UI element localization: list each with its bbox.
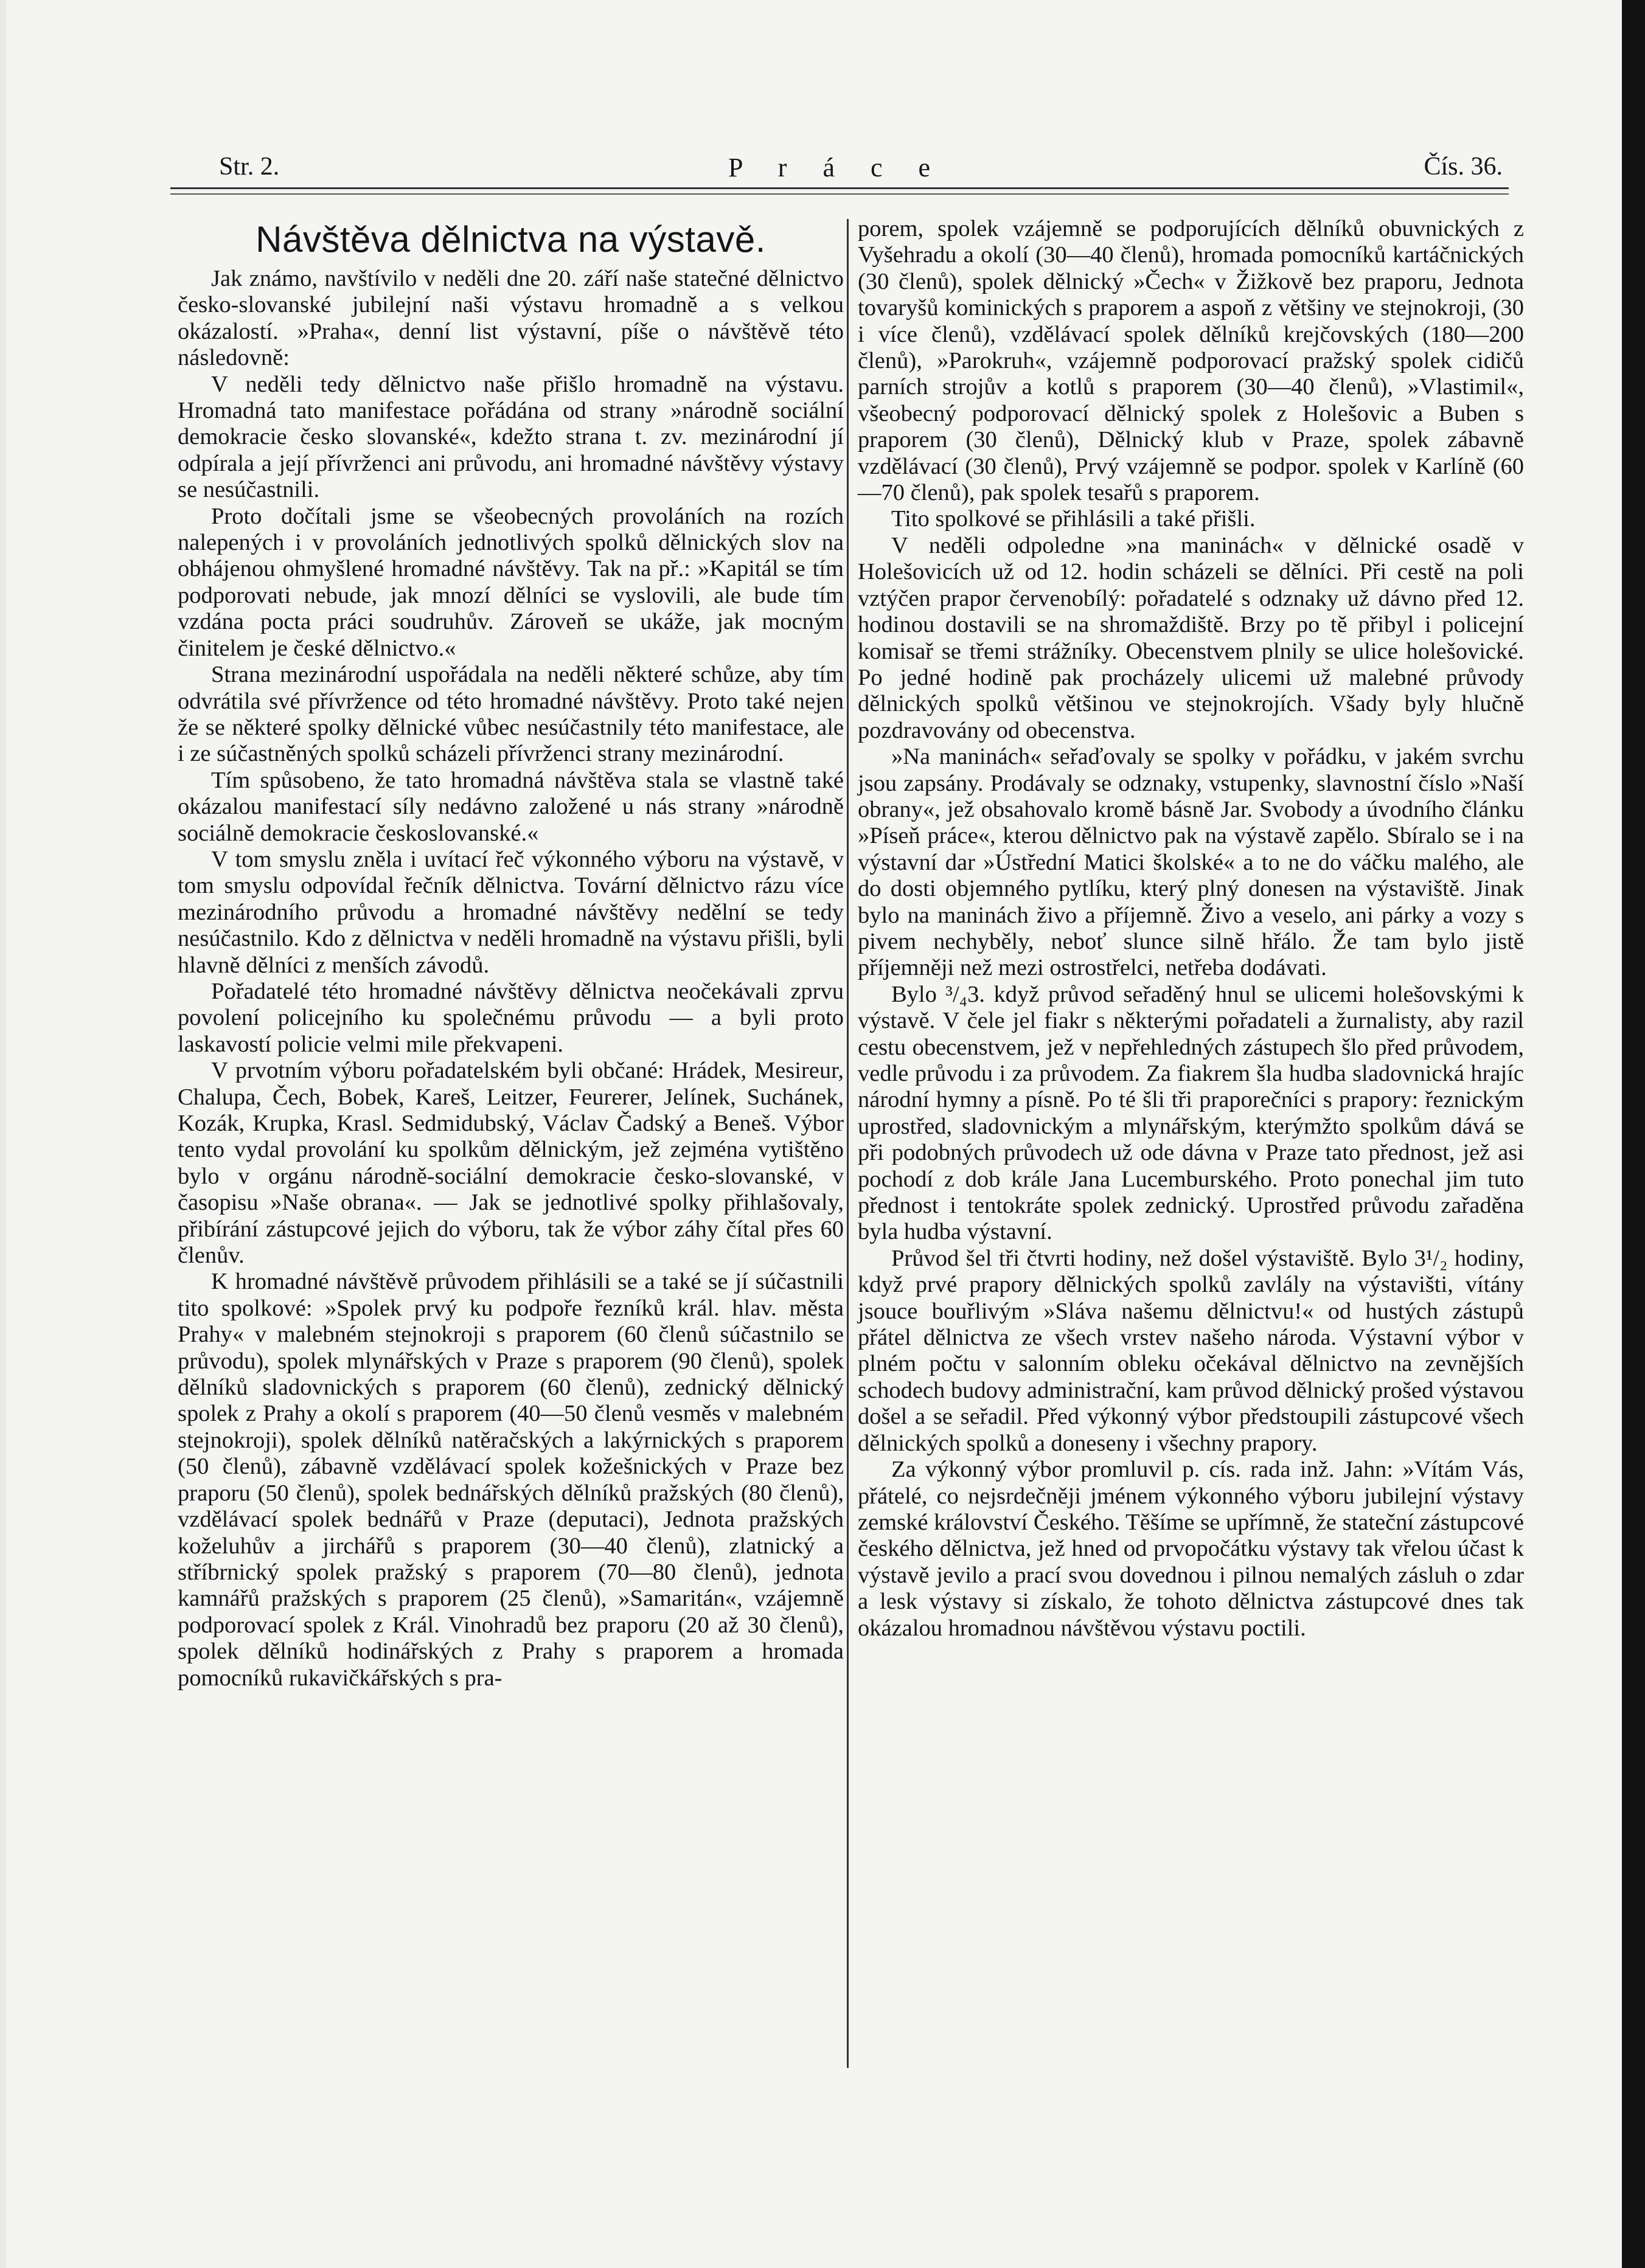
- paragraph: Pořadatelé této hromadné návštěvy dělnictva neočekávali zprvu povolení policejního ku společnému průvodu — a byli proto laskavostí policie velmi mile překvapeni.: [178, 978, 844, 1057]
- header-rule: [170, 187, 1509, 189]
- article-title: Návštěva dělnictva na výstavě.: [256, 219, 766, 260]
- newspaper-page: [6, 0, 1622, 2268]
- paragraph: Tito spolkové se přihlásili a také přišli.: [891, 506, 1256, 532]
- paragraph: Proto dočítali jsme se všeobecných provoláních na rozích nalepených i v provoláních jednotlivých spolků dělnických slov na obhájenou ohmyšlené hromadné návštěvy. Tak na př.: »Kapitál se tím podporovati nebude, jak mnozí dělníci se vyslovili, ale bude tím vzdána pocta práci soudruhův. Zároveň se ukáže, jak mocným činitelem je české dělnictvo.«: [178, 503, 844, 661]
- scan-edge: [1622, 0, 1645, 2268]
- paragraph: V prvotním výboru pořadatelském byli občané: Hrádek, Mesireur, Chalupa, Čech, Bobek, Kareš, Leitzer, Feurerer, Jelínek, Suchánek, Kozák, Krupka, Krasl. Sedmidubský, Václav Čadský a Beneš. Výbor tento vydal provolání ku spolkům dělnickým, jež zejména vytištěno bylo v orgánu národně-sociální demokracie česko-slovanské, v časopisu »Naše obrana«. — Jak se jednotlivé spolky přihlašovaly, přibírání zástupcové jejich do výboru, tak že výbor záhy čítal přes 60 členův.: [178, 1058, 844, 1269]
- paragraph: Průvod šel tři čtvrti hodiny, než došel výstaviště. Bylo 3¹/₂ hodiny, když prvé prapory dělnických spolků zavlály na výstavišti, vítány jsouce bouřlivým »Sláva našemu dělnictvu!« od hustých zástupů přátel dělnictva ze všech vrstev našeho národa. Výstavní výbor v plném počtu v salonním obleku očekával dělnictvo na zevnějších schodech budovy administrační, kam průvod dělnický prošed výstavou došel a se seřadil. Před výkonný výbor předstoupili zástupcové všech dělnických spolků a doneseny i všechny prapory.: [858, 1245, 1524, 1456]
- newspaper-title: P r á c e: [728, 153, 945, 182]
- left-column: [178, 216, 844, 1691]
- paragraph: Tím spůsobeno, že tato hromadná návštěva stala se vlastně také okázalou manifestací síly nedávno založené u nás strany »národně sociálně demokracie českoslovanské.«: [178, 767, 844, 846]
- paragraph: V neděli odpoledne »na maninách« v dělnické osadě v Holešovicích už od 12. hodin scházeli se dělníci. Při cestě na poli vztýčen prapor červenobílý: pořadatelé s odznaky už dávno před 12. hodinou dostavili se na shromaždiště. Brzy po tě přibyl i policejní komisař se třemi strážníky. Obecenstvem plnily se ulice holešovické. Po jedné hodině pak procházely ulicemi už malebné průvody dělnických spolků většinou ve stejnokrojích. Všady byly hlučně pozdravovány od obecenstva.: [858, 532, 1524, 743]
- page-number: Str. 2.: [219, 153, 280, 181]
- paragraph: Za výkonný výbor promluvil p. cís. rada inž. Jahn: »Vítám Vás, přátelé, co nejsrdečněji jménem výkonného výboru jubilejní výstavy zemské království Českého. Těšíme se upřímně, že stateční zástupcové českého dělnictva, jež hned od prvopočátku výstavy tak vřelou účast k výstavě jevilo a prací svou dovednou i pilnou nemalých zásluh o zdar a lesk výstavy si získalo, že tohoto dělnictva zástupcové dnes tak okázalou hromadnou návštěvou výstavu poctili.: [858, 1457, 1524, 1641]
- header-rule-thin: [170, 193, 1509, 195]
- paragraph: K hromadné návštěvě průvodem přihlásili se a také se jí súčastnili tito spolkové: »Spolek prvý ku podpoře řezníků král. hlav. města Prahy« v malebném stejnokroji s praporem (60 členů súčastnilo se průvodu), spolek mlynářských v Praze s praporem (90 členů), spolek dělníků sladovnických s praporem (60 členů), zednický dělnický spolek z Prahy a okolí s praporem (40—50 členů vesměs v malebném stejnokroji), spolek dělníků natěračských a lakýrnických s praporem (50 členů), zábavně vzdělávací spolek kožešnických v Praze bez praporu (50 členů), spolek bednářských dělníků pražských (80 členů), vzdělávací spolek bednářů v Praze (deputaci), Jednota pražských koželuhův a jirchářů s praporem (30—40 členů), zlatnický a stříbrnický spolek pražský s praporem (70—80 členů), jednota kamnářů pražských s praporem (25 členů), »Samaritán«, vzájemně podporovací spolek z Král. Vinohradů bez praporu (20 až 30 členů), spolek dělníků hodinářských z Prahy s praporem a hromada pomocníků rukavičkářských s pra-: [178, 1269, 844, 1691]
- paragraph: »Na maninách« seřaďovaly se spolky v pořádku, v jakém svrchu jsou zapsány. Prodávaly se odznaky, vstupenky, slavnostní číslo »Naší obrany«, jež obsahovalo kromě básně Jar. Svobody a úvodního článku »Píseň práce«, kterou dělnictvo pak na výstavě zapělo. Sbíralo se i na výstavní dar »Ústřední Matici školské« a to ne do váčku malého, ale do dosti objemného pytlíku, který plný donesen na výstaviště. Jinak bylo na maninách živo a příjemně. Živo a veselo, ani párky a vozy s pivem nechyběly, neboť slunce silně hřálo. Že tam bylo jistě příjemněji než mezi ostrostřelci, netřeba dodávati.: [858, 744, 1524, 981]
- column-divider: [847, 219, 849, 2068]
- paragraph: V tom smyslu zněla i uvítací řeč výkonného výboru na výstavě, v tom smyslu odpovídal řečník dělnictva. Tovární dělnictvo rázu více mezinárodního průvodu a hromadné návštěvy nedělní se tedy nesúčastnilo. Kdo z dělnictva v neděli hromadně na výstavu přišli, byli hlavně dělníci z menších závodů.: [178, 846, 844, 978]
- paragraph: Strana mezinárodní uspořádala na neděli některé schůze, aby tím odvrátila své přívržence od této hromadné návštěvy. Proto také nejen že se některé spolky dělnické vůbec nesúčastnily této manifestace, ale i ze súčastněných spolků scházeli přívrženci strany mezinárodní.: [178, 662, 844, 767]
- paragraph: porem, spolek vzájemně se podporujících dělníků obuvnických z Vyšehradu a okolí (30—40 členů), hromada pomocníků kartáčnických (30 členů), spolek dělnický »Čech« v Žižkově bez praporu, Jednota tovaryšů kominických s praporem a aspoň z většiny ve stejnokroji, (30 i více členů), vzdělávací spolek dělníků krejčovských (180—200 členů), »Parokruh«, vzájemně podporovací pražský spolek cidičů parních strojův a kotlů s praporem (30—40 členů), »Vlastimil«, všeobecný podporovací dělnický spolek z Holešovic a Buben s praporem (30 členů), Dělnický klub v Praze, spolek zábavně vzdělávací (30 členů), Prvý vzájemně se podpor. spolek v Karlíně (60—70 členů), pak spolek tesařů s praporem.: [858, 216, 1524, 506]
- paragraph: Bylo ³/₄3. když průvod seřaděný hnul se ulicemi holešovskými k výstavě. V čele jel fiakr s některými pořadateli a žurnalisty, aby razil cestu obecenstvem, jež v nepřehledných zástupech šlo před průvodem, vedle průvodu i za průvodem. Za fiakrem šla hudba sladovnická hrajíc národní hymny a písně. Po té šli tři praporečníci s prapory: řeznickým uprostřed, sladovnickým a mlynářským, kterýmžto spolkům dává se při podobných průvodech už ode dávna v Praze tato přednost, jež asi pochodí z dob krále Jana Lucemburského. Proto ponechal jim tuto přednost i tentokráte spolek zednický. Uprostřed průvodu zařaděna byla hudba výstavní.: [858, 981, 1524, 1245]
- paragraph: V neděli tedy dělnictvo naše přišlo hromadně na výstavu. Hromadná tato manifestace pořádána od strany »národně sociální demokracie česko slovanské«, kdežto strana t. zv. mezinárodní jí odpírala a její přívrženci ani průvodu, ani hromadné návštěvy výstavy se nesúčastnili.: [178, 371, 844, 503]
- paragraph: Jak známo, navštívilo v neděli dne 20. září naše statečné dělnictvo česko-slovanské jubilejní naši výstavu hromadně a s velkou okázalostí. »Praha«, denní list výstavní, píše o návštěvě této následovně:: [178, 266, 844, 371]
- right-column: [858, 216, 1524, 1642]
- issue-number: Čís. 36.: [1424, 153, 1503, 181]
- page-header: [170, 152, 1503, 189]
